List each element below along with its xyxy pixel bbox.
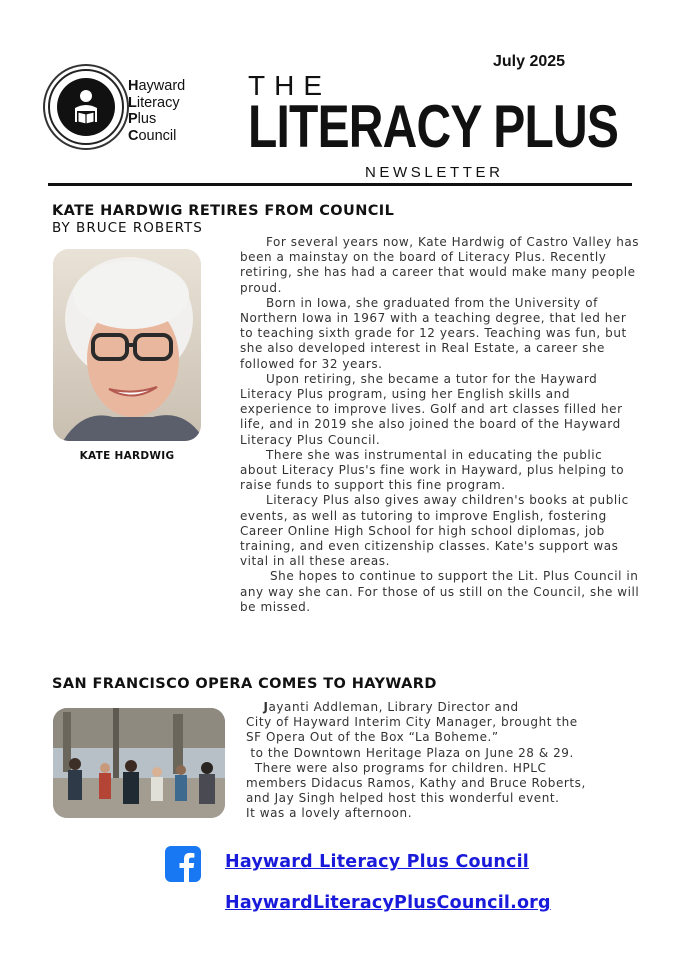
masthead-the: THE xyxy=(248,70,331,101)
article-line: City of Hayward Interim City Manager, brought the xyxy=(246,715,578,730)
issue-date: July 2025 xyxy=(493,53,566,70)
masthead-divider xyxy=(48,183,632,186)
article-paragraph: There she was instrumental in educating the public about Literacy Plus's fine work in Hayward, plus helping to raise funds to support this fine program. xyxy=(240,447,625,493)
reader-icon xyxy=(57,78,115,136)
article-line: members Didacus Ramos, Kathy and Bruce Roberts, xyxy=(246,776,586,791)
article-line: to the Downtown Heritage Plaza on June 28 & 29. xyxy=(246,745,574,760)
article-paragraph: Literacy Plus also gives away children's books at public events, as well as tutoring to improve English, fostering Career Online High School for high school diplomas, job training, and even citizenship classes. Kate's support was vital in all these areas. xyxy=(240,493,629,569)
article-paragraph: Upon retiring, she became a tutor for the Hayward Literacy Plus program, using her English skills and experience to improve lives. Golf and art classes filled her life, and in 2019 she also joined the board of the Hayward Literacy Plus Council. xyxy=(240,371,623,447)
article-paragraph: Born in Iowa, she graduated from the University of Northern Iowa in 1967 with a teaching degree, that led her to teaching sixth grade for 12 years. Teaching was fun, but she also developed interest in Real Estate, a career she followed for 32 years. xyxy=(240,295,627,371)
article-body xyxy=(240,235,640,615)
article-headline: KATE HARDWIG RETIRES FROM COUNCIL xyxy=(52,203,395,219)
article-paragraph: For several years now, Kate Hardwig of Castro Valley has been a mainstay on the board of Literacy Plus. Recently retiring, she has had a career that would make many people proud. xyxy=(240,235,640,295)
article-body xyxy=(246,700,656,822)
article-line: and Jay Singh helped host this wonderful event. xyxy=(246,791,560,806)
article-line: There were also programs for children. HPLC xyxy=(246,760,547,775)
logo-wordmark: Hayward Literacy Plus Council xyxy=(128,78,186,144)
facebook-icon[interactable] xyxy=(165,846,201,882)
kate-hardwig-photo xyxy=(53,249,201,441)
website-link[interactable]: HaywardLiteracyPlusCouncil.org xyxy=(225,893,551,913)
article-headline: SAN FRANCISCO OPERA COMES TO HAYWARD xyxy=(52,676,437,692)
newsletter-subtitle: NEWSLETTER xyxy=(365,164,504,181)
article-line: Jayanti Addleman, Library Director and xyxy=(263,700,519,714)
photo-caption: KATE HARDWIG xyxy=(79,450,175,462)
opera-event-photo xyxy=(53,708,225,818)
newsletter-title: LITERACY PLUS xyxy=(248,93,619,160)
article-line: SF Opera Out of the Box “La Boheme.” xyxy=(246,730,499,745)
article-line: It was a lovely afternoon. xyxy=(246,806,413,821)
facebook-link[interactable]: Hayward Literacy Plus Council xyxy=(225,852,529,872)
article-paragraph: She hopes to continue to support the Lit. Plus Council in any way she can. For those of us still on the Council, she will be missed. xyxy=(240,569,640,614)
council-logo xyxy=(48,69,124,145)
article-byline: BY BRUCE ROBERTS xyxy=(52,220,203,236)
